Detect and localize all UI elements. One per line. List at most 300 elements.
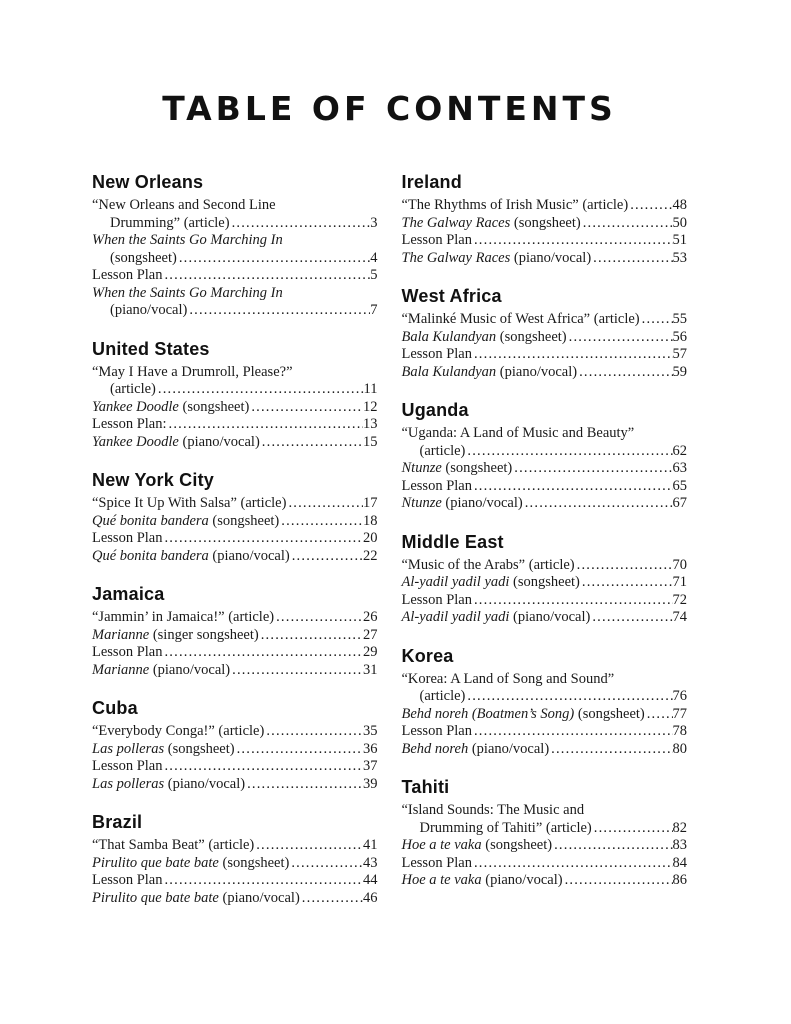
toc-section (92, 812, 378, 907)
song-title-segment: Hoe a te vaka (401, 872, 482, 888)
entry-line (402, 425, 688, 443)
entry-text (92, 662, 230, 680)
page-number: 70 (672, 556, 687, 573)
entry-line (92, 741, 378, 759)
song-title-segment: Hoe a te vaka (401, 837, 482, 853)
entry-line (402, 855, 688, 873)
toc-entry (402, 706, 688, 724)
entry-text-segment: (piano/vocal) (208, 547, 290, 564)
dot-leader (260, 434, 363, 452)
entry-text-segment: (songsheet) (574, 705, 645, 722)
toc-entry (402, 855, 688, 873)
toc-entry (402, 671, 688, 706)
entry-text (402, 460, 513, 478)
entry-line (92, 548, 378, 566)
dot-leader (245, 776, 363, 794)
toc-entry (402, 837, 688, 855)
toc-entry (402, 197, 688, 215)
entry-text-segment: (piano/vocal) (496, 363, 578, 380)
entry-text-segment: Lesson Plan (401, 591, 472, 608)
dot-leader (162, 758, 363, 776)
song-title-segment: Qué bonita bandera (92, 512, 209, 529)
entry-line (402, 609, 688, 627)
entry-text (402, 741, 550, 759)
entry-text (92, 285, 283, 301)
section-heading: Tahiti (401, 777, 450, 797)
entry-text-segment: “New Orleans and Second Line (92, 197, 276, 213)
toc-section (92, 584, 378, 679)
page-number: 18 (363, 512, 378, 529)
song-title-segment: Ntunze (401, 460, 442, 476)
section-heading: United States (92, 338, 210, 359)
toc-entry (92, 890, 378, 908)
entry-line (402, 495, 688, 513)
section-heading: Ireland (401, 172, 462, 192)
entry-text (420, 820, 592, 838)
entry-text (402, 495, 523, 513)
entry-text-segment: (singer songsheet) (149, 626, 259, 643)
toc-entry (92, 232, 378, 267)
dot-leader (628, 197, 672, 215)
page-number: 62 (672, 442, 687, 459)
entry-text (402, 574, 580, 592)
toc-section (92, 698, 378, 793)
toc-entry (402, 364, 688, 382)
entry-line (402, 706, 688, 724)
dot-leader (300, 890, 363, 908)
entry-text (92, 855, 289, 873)
dot-leader (590, 609, 672, 627)
entry-text-segment: Drumming” (article) (110, 214, 230, 231)
toc-entry (402, 741, 688, 759)
entry-text (402, 706, 645, 724)
entry-text (402, 837, 553, 855)
song-title-segment: Behd noreh (401, 740, 469, 757)
entry-text-segment: (piano/vocal) (509, 609, 591, 625)
entry-line (402, 346, 688, 364)
dot-leader (162, 644, 363, 662)
entry-text-segment: (article) (419, 688, 466, 704)
entry-line (92, 285, 378, 303)
entry-line (92, 302, 378, 320)
dot-leader (162, 872, 363, 890)
dot-leader (264, 723, 363, 741)
entry-line (402, 872, 688, 890)
toc-entry (92, 197, 378, 232)
page-number: 74 (672, 609, 687, 625)
entry-line (92, 495, 378, 513)
toc-entry (92, 416, 378, 434)
toc-entry (402, 609, 688, 627)
entry-line (402, 232, 688, 250)
dot-leader (581, 215, 673, 233)
toc-entry (402, 723, 688, 741)
entry-line (402, 820, 688, 838)
song-title-segment: Yankee Doodle (92, 398, 179, 415)
dot-leader (575, 557, 673, 575)
entry-text (402, 346, 472, 364)
dot-leader (523, 495, 673, 513)
entry-text (92, 741, 235, 759)
dot-leader (249, 399, 363, 417)
song-title-segment: Pirulito que bate bate (92, 889, 219, 906)
toc-columns (0, 172, 791, 926)
toc-section (402, 646, 688, 759)
toc-entry (92, 837, 378, 855)
entry-line (402, 311, 688, 329)
entry-text (420, 443, 466, 461)
dot-leader (162, 267, 370, 285)
page-number: 20 (363, 530, 378, 546)
toc-entry (402, 215, 688, 233)
entry-line (402, 592, 688, 610)
dot-leader (472, 592, 673, 610)
toc-entry (92, 662, 378, 680)
dot-leader (563, 872, 673, 890)
song-title-segment: Yankee Doodle (92, 433, 179, 450)
entry-text (92, 837, 254, 855)
toc-entry (92, 758, 378, 776)
entry-text-segment: (songsheet) (510, 214, 581, 231)
entry-text (92, 267, 162, 285)
entry-text (402, 557, 575, 575)
toc-entry (402, 460, 688, 478)
entry-text-segment: (songsheet) (164, 740, 235, 757)
entry-line (92, 662, 378, 680)
toc-entry (92, 495, 378, 513)
entry-text-segment: (songsheet) (509, 574, 580, 590)
entry-line (92, 890, 378, 908)
entry-line (92, 197, 378, 215)
dot-leader (465, 443, 672, 461)
toc-section (92, 339, 378, 452)
entry-text (92, 872, 162, 890)
entry-line (402, 837, 688, 855)
toc-section (402, 172, 688, 267)
page-number: 71 (672, 574, 687, 590)
page-title: TABLE OF CONTENTS (162, 89, 617, 128)
page-number: 57 (672, 346, 687, 362)
entry-text (402, 232, 472, 250)
toc-entry (92, 513, 378, 531)
toc-section (92, 172, 378, 320)
dot-leader (465, 688, 672, 706)
page-number: 31 (363, 661, 378, 678)
toc-entry (92, 399, 378, 417)
entry-text (402, 872, 563, 890)
entry-text-segment: (piano/vocal) (149, 661, 231, 678)
toc-entry (92, 627, 378, 645)
entry-line (402, 688, 688, 706)
toc-entry (402, 592, 688, 610)
page-number: 11 (363, 381, 378, 397)
entry-line (92, 215, 378, 233)
toc-entry (402, 802, 688, 837)
page-number: 17 (363, 495, 378, 511)
entry-line (92, 434, 378, 452)
entry-line (92, 513, 378, 531)
entry-text-segment: (songsheet) (208, 512, 280, 529)
page-number: 84 (672, 854, 687, 871)
entry-line (402, 329, 688, 347)
toc-column-left (92, 172, 378, 926)
song-title-segment: Bala Kulandyan (401, 328, 497, 345)
entry-text-segment: (article) (110, 381, 156, 397)
entry-line (92, 758, 378, 776)
entry-line (402, 460, 688, 478)
toc-section (402, 286, 688, 381)
entry-text-segment: (piano/vocal) (441, 495, 523, 511)
toc-entry (92, 285, 378, 320)
dot-leader (279, 513, 363, 531)
section-heading: New York City (92, 470, 214, 490)
entry-text (402, 723, 472, 741)
page-number: 12 (363, 398, 378, 415)
song-title-segment: Al-yadil yadil yadi (401, 574, 510, 590)
entry-text (402, 215, 581, 233)
entry-line (92, 872, 378, 890)
entry-text-segment: Lesson Plan (92, 267, 163, 283)
entry-line (402, 364, 688, 382)
section-heading: Brazil (92, 812, 143, 832)
entry-text (92, 890, 300, 908)
entry-line (92, 837, 378, 855)
song-title-segment: Pirulito que bate bate (92, 854, 219, 871)
page-number: 72 (672, 591, 687, 608)
song-title-segment: Qué bonita bandera (92, 547, 209, 564)
entry-line (402, 557, 688, 575)
page-number: 76 (672, 688, 687, 704)
page-number: 29 (363, 644, 378, 660)
toc-entry (402, 574, 688, 592)
dot-leader (235, 741, 363, 759)
entry-line (92, 232, 378, 250)
dot-leader (286, 495, 363, 513)
dot-leader (549, 741, 672, 759)
entry-text-segment: (songsheet) (218, 854, 290, 871)
entry-text (402, 329, 567, 347)
song-title-segment: Ntunze (401, 495, 442, 511)
dot-leader (187, 302, 370, 320)
toc-entry (402, 557, 688, 575)
entry-text (110, 302, 187, 320)
toc-entry (402, 478, 688, 496)
entry-line (92, 364, 378, 382)
entry-line (92, 399, 378, 417)
entry-text-segment: (article) (419, 442, 466, 459)
page-number: 22 (363, 547, 378, 564)
page-number: 3 (370, 214, 378, 231)
toc-entry (402, 872, 688, 890)
entry-text (110, 381, 156, 399)
toc-entry (402, 346, 688, 364)
entry-line (92, 609, 378, 627)
dot-leader (577, 364, 672, 382)
song-title-segment: The Galway Races (401, 214, 511, 231)
dot-leader (472, 232, 673, 250)
page-number: 63 (672, 460, 687, 476)
page-number: 80 (672, 740, 687, 757)
dot-leader (552, 837, 672, 855)
page-number: 50 (672, 214, 687, 231)
page-number: 15 (363, 433, 378, 450)
page-number: 59 (672, 363, 687, 380)
section-heading: Jamaica (92, 584, 165, 604)
entry-text (420, 688, 466, 706)
entry-text-segment: (piano/vocal) (481, 872, 563, 888)
entry-text-segment: Lesson Plan (401, 346, 472, 362)
entry-line (92, 855, 378, 873)
dot-leader (472, 346, 673, 364)
entry-line (402, 802, 688, 820)
toc-entry (92, 364, 378, 399)
entry-text (110, 215, 230, 233)
entry-text (92, 434, 260, 452)
entry-text-segment: “Island Sounds: The Music and (401, 802, 585, 818)
page-number: 46 (363, 889, 378, 906)
page-number: 56 (672, 328, 687, 345)
dot-leader (254, 837, 363, 855)
entry-text-segment: (songsheet) (441, 460, 513, 476)
section-heading: Uganda (401, 400, 469, 420)
entry-line (402, 671, 688, 689)
page-number: 77 (672, 705, 687, 722)
toc-entry (92, 644, 378, 662)
entry-text (92, 530, 162, 548)
page-number: 44 (363, 872, 378, 888)
song-title-segment: Las polleras (92, 740, 165, 757)
toc-entry (92, 872, 378, 890)
toc-entry (92, 434, 378, 452)
entry-text (402, 592, 472, 610)
entry-text (110, 250, 177, 268)
entry-text (92, 495, 286, 513)
dot-leader (259, 627, 363, 645)
dot-leader (230, 662, 363, 680)
toc-entry (92, 741, 378, 759)
entry-line (92, 267, 378, 285)
toc-entry (402, 232, 688, 250)
entry-text-segment: (songsheet) (481, 837, 553, 853)
toc-entry (402, 495, 688, 513)
entry-text (402, 855, 472, 873)
entry-line (402, 197, 688, 215)
page-number: 4 (370, 249, 378, 266)
entry-text-segment: (piano/vocal) (510, 249, 592, 266)
entry-text (92, 232, 283, 248)
entry-line (92, 644, 378, 662)
entry-line (402, 215, 688, 233)
entry-text-segment: (songsheet) (496, 328, 567, 345)
toc-entry (402, 329, 688, 347)
song-title-segment: Marianne (92, 626, 150, 643)
dot-leader (591, 250, 672, 268)
toc-entry (402, 250, 688, 268)
page-number: 35 (363, 723, 378, 739)
dot-leader (177, 250, 370, 268)
toc-section (402, 532, 688, 627)
entry-text-segment: “Uganda: A Land of Music and Beauty” (401, 425, 635, 441)
toc-column-right (402, 172, 688, 926)
dot-leader (289, 855, 363, 873)
section-heading: New Orleans (92, 172, 204, 192)
entry-text (402, 478, 472, 496)
page-number: 53 (672, 249, 687, 266)
toc-entry (92, 267, 378, 285)
entry-text-segment: (piano/vocal) (178, 433, 260, 450)
entry-text-segment: (piano/vocal) (468, 740, 550, 757)
page-number: 86 (672, 872, 687, 888)
entry-text-segment: “Everybody Conga!” (article) (92, 723, 265, 739)
dot-leader (156, 381, 364, 399)
entry-text-segment: Lesson Plan (92, 758, 163, 774)
entry-text (402, 609, 591, 627)
entry-text-segment: Lesson Plan (401, 723, 472, 739)
entry-text-segment: Lesson Plan (92, 872, 163, 888)
entry-text-segment: Lesson Plan (401, 854, 472, 871)
entry-text (402, 250, 592, 268)
toc-entry (92, 723, 378, 741)
toc-entry (92, 530, 378, 548)
page-number: 27 (363, 626, 378, 643)
entry-text (92, 627, 259, 645)
toc-entry (92, 609, 378, 627)
entry-line (402, 478, 688, 496)
entry-text (92, 364, 293, 380)
entry-text-segment: Lesson Plan (92, 644, 163, 660)
song-title-segment: The Galway Races (401, 249, 511, 266)
entry-text (92, 609, 274, 627)
entry-text-segment: Lesson Plan: (92, 416, 167, 432)
entry-line (402, 443, 688, 461)
page-number: 65 (672, 477, 687, 494)
dot-leader (472, 478, 673, 496)
song-title-segment: Al-yadil yadil yadi (401, 609, 510, 625)
page-number: 67 (672, 495, 687, 511)
toc-section (402, 777, 688, 890)
dot-leader (645, 706, 673, 724)
dot-leader (567, 329, 673, 347)
page-number: 83 (672, 837, 687, 853)
dot-leader (640, 311, 673, 329)
entry-text (92, 548, 290, 566)
entry-text-segment: Drumming of Tahiti” (article) (419, 819, 592, 836)
entry-line (92, 250, 378, 268)
entry-text-segment: “The Rhythms of Irish Music” (article) (401, 197, 629, 213)
entry-text (402, 364, 578, 382)
page-number: 26 (363, 609, 378, 625)
dot-leader (230, 215, 371, 233)
entry-text-segment: “Music of the Arabs” (article) (401, 556, 575, 573)
entry-text-segment: Lesson Plan (401, 477, 472, 494)
toc-entry (402, 311, 688, 329)
entry-text-segment: “Korea: A Land of Song and Sound” (401, 670, 615, 687)
toc-entry (92, 776, 378, 794)
toc-entry (402, 425, 688, 460)
entry-text (92, 513, 279, 531)
entry-text (92, 776, 245, 794)
entry-line (92, 776, 378, 794)
page-number: 37 (363, 758, 378, 774)
song-title-segment: When the Saints Go Marching In (92, 284, 283, 301)
toc-entry (92, 548, 378, 566)
dot-leader (472, 855, 673, 873)
dot-leader (580, 574, 673, 592)
entry-line (402, 723, 688, 741)
entry-text (92, 197, 276, 213)
entry-text-segment: “That Samba Beat” (article) (92, 837, 255, 853)
section-heading: Middle East (401, 531, 504, 552)
